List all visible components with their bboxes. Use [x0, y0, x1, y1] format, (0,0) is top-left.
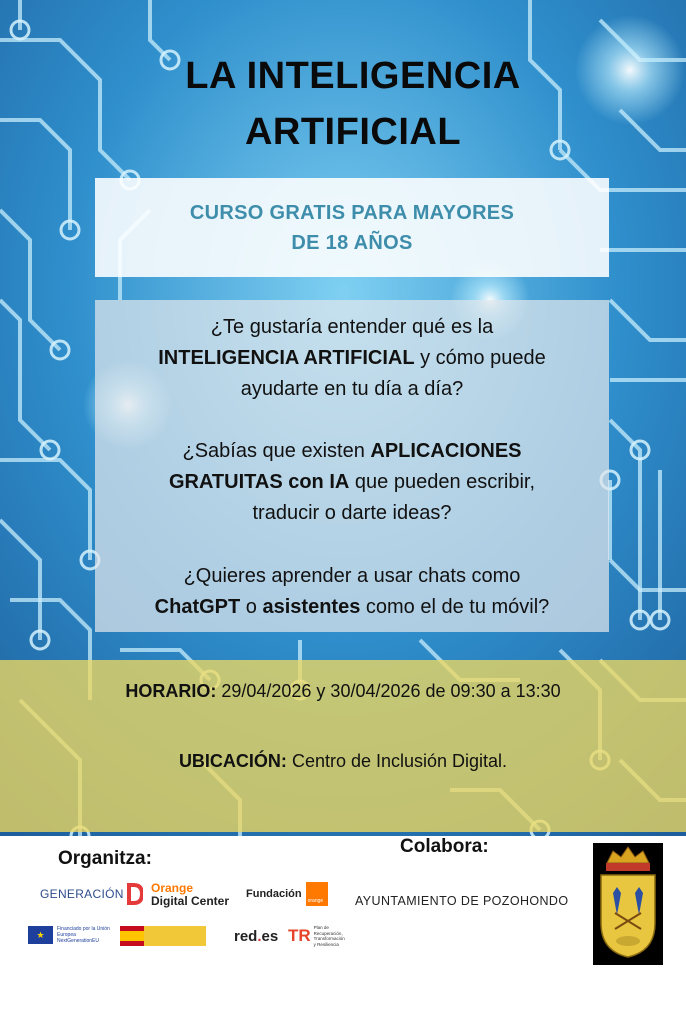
subtitle-line-1: CURSO GRATIS PARA MAYORES	[189, 201, 515, 224]
orange-square-icon: orange	[306, 882, 328, 906]
poster-title	[60, 48, 646, 160]
tr-mark-icon: TR	[288, 926, 311, 945]
generacion-d-logo: GENERACIÓN	[40, 882, 143, 906]
subtitle-line-2: DE 18 AÑOS	[291, 231, 413, 254]
question-2: ¿Sabías que existen APLICACIONES GRATUITAS con IA que pueden escribir, traducir o darte ideas?	[168, 440, 536, 524]
collaborator-label: Colabora:	[400, 836, 489, 857]
location-value: Centro de Inclusión Digital.	[286, 751, 508, 771]
questions-box	[95, 300, 609, 632]
schedule-line	[0, 681, 686, 702]
question-3: ¿Quieres aprender a usar chats como ChatGPT o asistentes como el de tu móvil?	[154, 565, 550, 618]
schedule-value: 29/04/2026 y 30/04/2026 de 09:30 a 13:30	[216, 681, 561, 701]
pozohondo-crest-logo	[593, 843, 663, 965]
generacion-d-mark-icon	[127, 883, 143, 905]
red-es-logo: red.es	[234, 928, 279, 945]
organizer-label: Organitza:	[58, 848, 152, 869]
recovery-plan-logo: TR Plan de Recuperación, Transformación y Resiliencia	[288, 925, 345, 947]
spain-flag-icon	[120, 926, 144, 946]
schedule-label: HORARIO:	[125, 681, 217, 701]
orange-digital-center-logo: Orange Digital Center	[151, 881, 230, 908]
subtitle-box	[95, 178, 609, 277]
fundacion-orange-logo: Fundación orange	[246, 882, 328, 906]
eu-funding-logo: ★ Financiado por la Unión Europea NextGenerationEU	[28, 926, 113, 944]
government-logo	[120, 926, 206, 946]
title-line-1: LA INTELIGENCIA	[185, 55, 521, 97]
question-1: ¿Te gustaría entender qué es la INTELIGENCIA ARTIFICIAL y cómo puede ayudarte en tu día a día?	[158, 316, 546, 400]
town-hall-name: AYUNTAMIENTO DE POZOHONDO	[355, 894, 569, 908]
location-label: UBICACIÓN:	[178, 751, 287, 771]
eu-flag-icon: ★	[28, 926, 53, 944]
title-line-2: ARTIFICIAL	[244, 111, 462, 153]
location-line	[0, 751, 686, 772]
